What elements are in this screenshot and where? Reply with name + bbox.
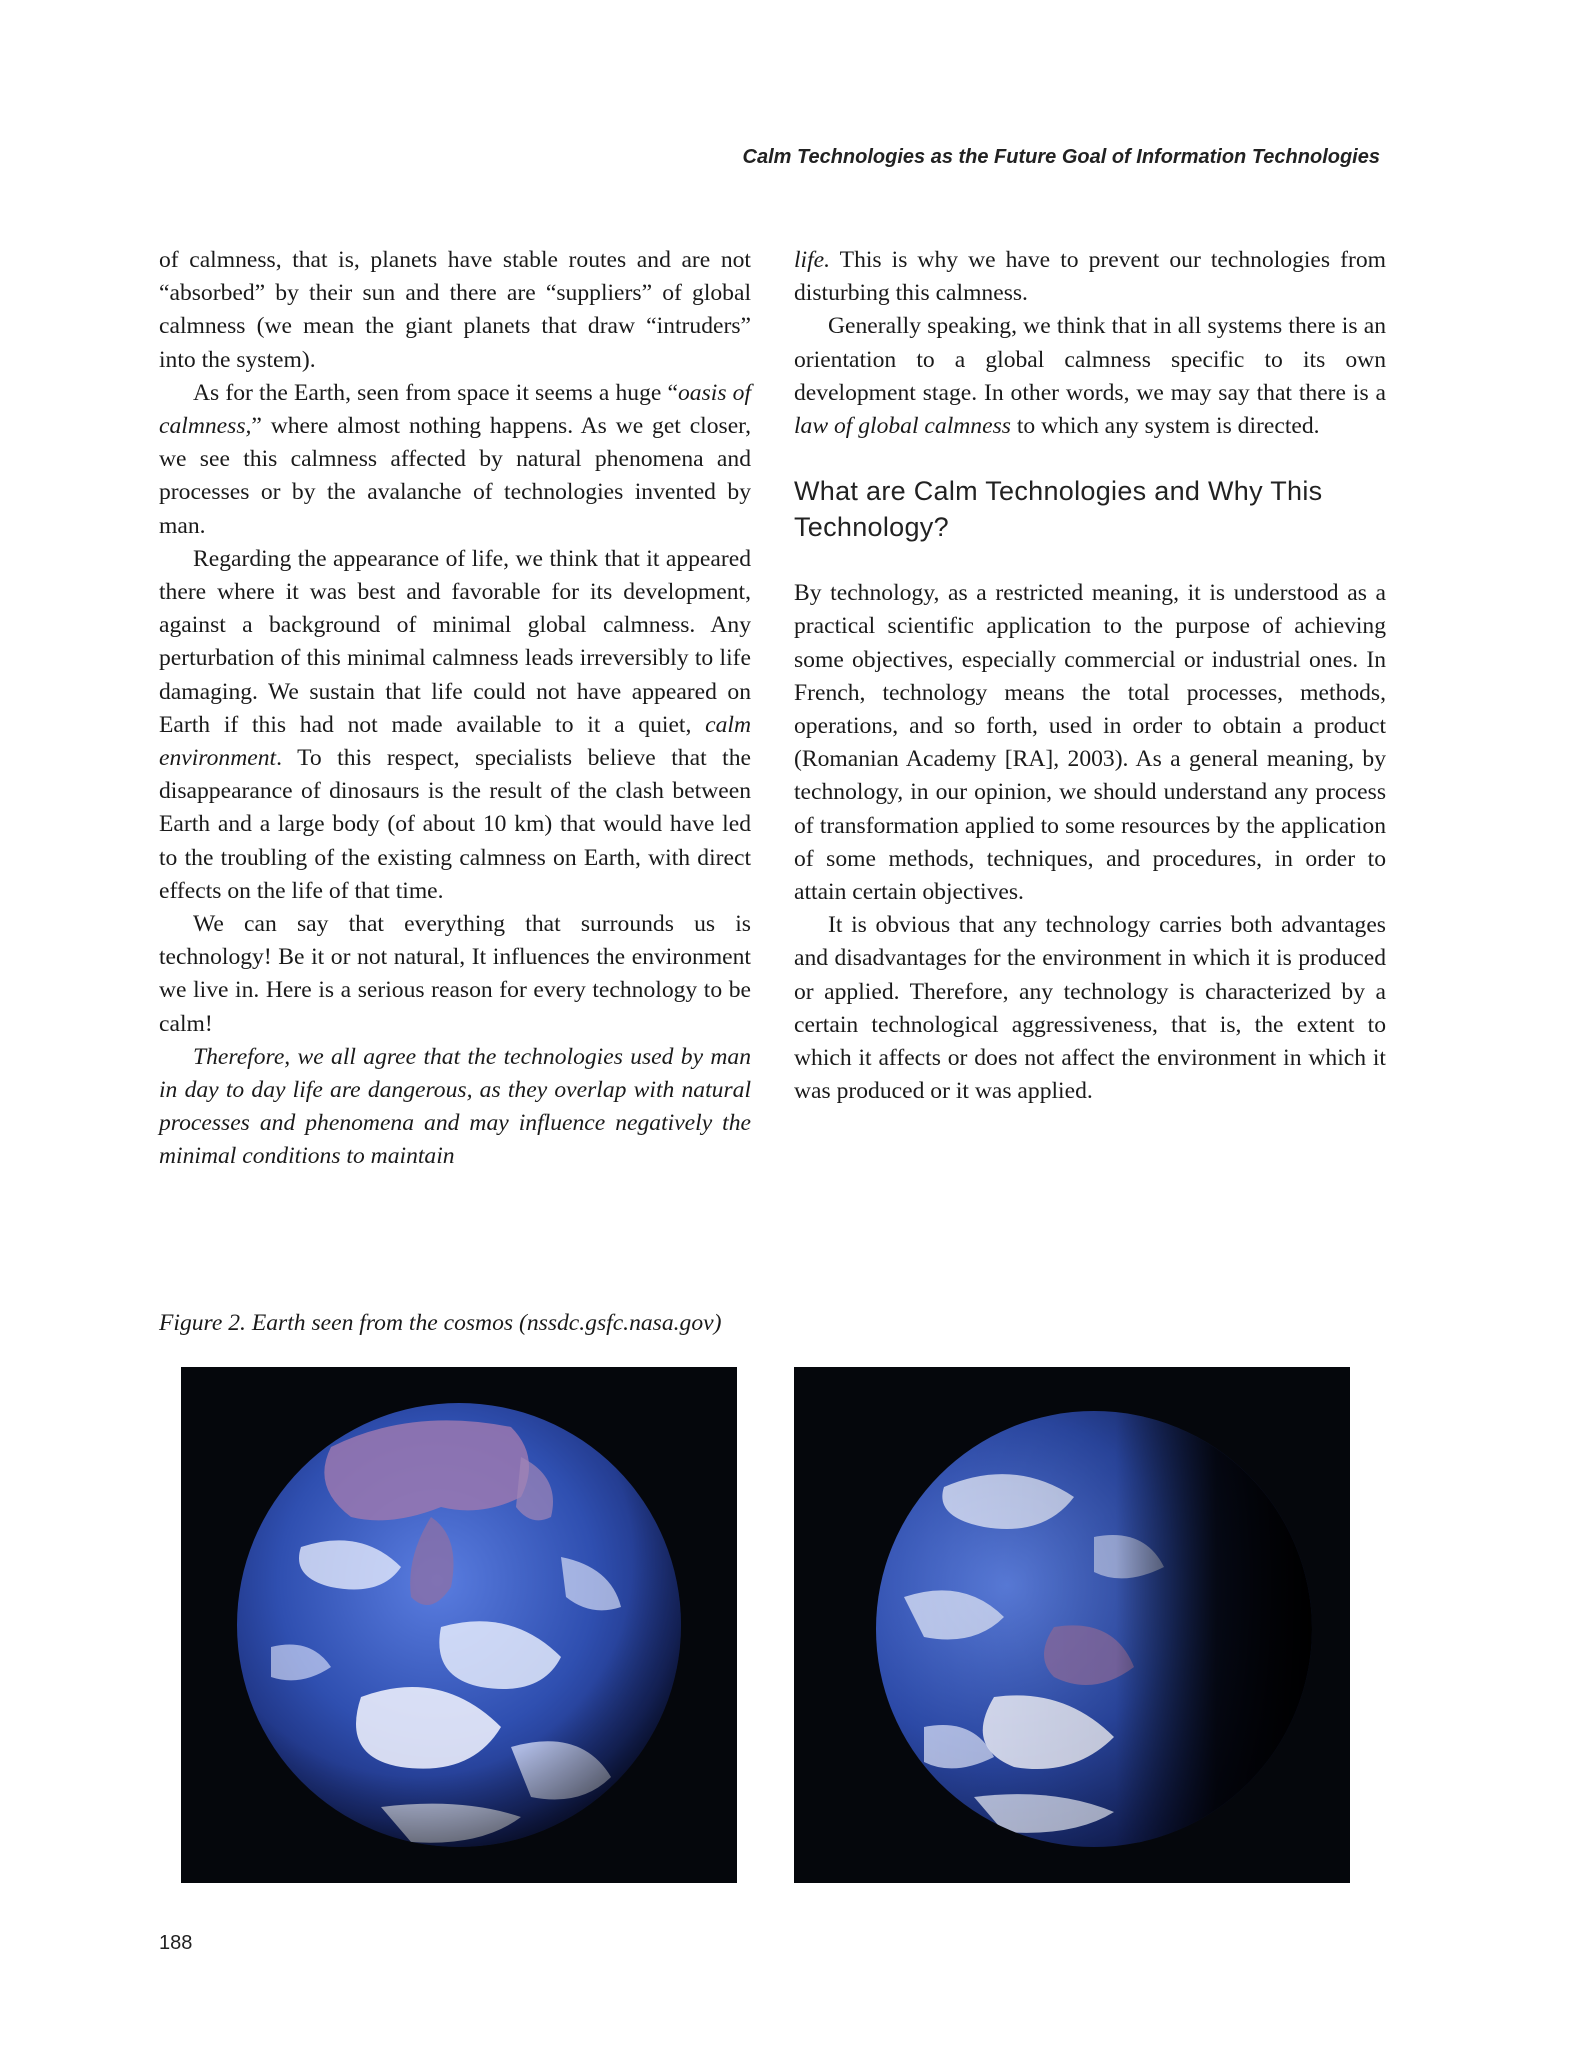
emphasis: oasis of calmness, — [159, 379, 752, 440]
text-run: to which any system is directed. — [1010, 413, 1320, 440]
earth-crescent-photo — [794, 1367, 1350, 1883]
emphasis: law of global calmness — [794, 413, 1011, 440]
paragraph: We can say that everything that surrounds us is technology! Be it or not natural, It influences the environment we live in. Here is a serious reason for every technology to be calm! — [159, 911, 751, 1037]
text-run: ” where almost nothing happens. As we get closer, we see this calmness affected by natural phenomena and processes or by the avalanche of technologies invented by man. — [159, 413, 751, 539]
paragraph — [159, 377, 751, 543]
paragraph: It is obvious that any technology carries both advantages and disadvantages for the environment in which it is produced or applied. Therefore, any technology is characterized by a certain technological aggressiveness, that is, the extent to which it affects or does not affect the environment in which it was produced or it was applied. — [794, 912, 1386, 1105]
paragraph — [159, 543, 751, 908]
page-number: 188 — [159, 1932, 193, 1954]
text-run: As for the Earth, seen from space it seems a huge “ — [193, 379, 678, 406]
earth-crescent-icon — [794, 1367, 1350, 1883]
section-heading: What are Calm Technologies and Why This Technology? — [794, 476, 1323, 543]
emphasis: Therefore, we all agree that the technologies used by man in day to day life are dangerous, as they overlap with natural processes and phenomena and may influence negatively the minimal conditions to maintain — [159, 1043, 751, 1170]
right-column — [794, 244, 1386, 1108]
running-head: Calm Technologies as the Future Goal of Information Technologies — [742, 146, 1380, 168]
paragraph-italic — [159, 1041, 751, 1174]
paragraph: of calmness, that is, planets have stable routes and are not “absorbed” by their sun and there are “suppliers” of global calmness (we mean the giant planets that draw “intruders” into the system). — [159, 247, 751, 373]
text-run: Generally speaking, we think that in all systems there is an orientation to a global calmness specific to its own development stage. In other words, we may say that there is a — [794, 313, 1386, 406]
left-column — [159, 244, 751, 1174]
earth-globe-icon — [181, 1367, 737, 1883]
emphasis: calm environment — [159, 711, 751, 772]
text-run: . To this respect, specialists believe that the disappearance of dinosaurs is the result of the clash between Earth and a large body (of about 10 km) that would have led to the troubling of the existing calmness on Earth, with direct effects on the life of that time. — [159, 745, 751, 904]
earth-full-disc-photo — [181, 1367, 737, 1883]
emphasis: life. — [794, 247, 831, 273]
paragraph — [794, 310, 1386, 443]
figure-caption: Figure 2. Earth seen from the cosmos (nssdc.gsfc.nasa.gov) — [159, 1310, 722, 1336]
text-run: This is why we have to prevent our technologies from disturbing this calmness. — [794, 247, 1386, 307]
paragraph: By technology, as a restricted meaning, it is understood as a practical scientific application to the purpose of achieving some objectives, especially commercial or industrial ones. In French, technology means the total processes, methods, operations, and so forth, used in order to obtain a product (Romanian Academy [RA], 2003). As a general meaning, by technology, in our opinion, we should understand any process of transformation applied to some resources by the application of some methods, techniques, and procedures, in order to attain certain objectives. — [794, 580, 1386, 906]
paragraph — [794, 244, 1386, 310]
text-run: Regarding the appearance of life, we think that it appeared there where it was best and favorable for its development, against a background of minimal global calmness. Any perturbation of this minimal calmness leads irreversibly to life damaging. We sustain that life could not have appeared on Earth if this had not made available to it a quiet, — [159, 545, 751, 738]
